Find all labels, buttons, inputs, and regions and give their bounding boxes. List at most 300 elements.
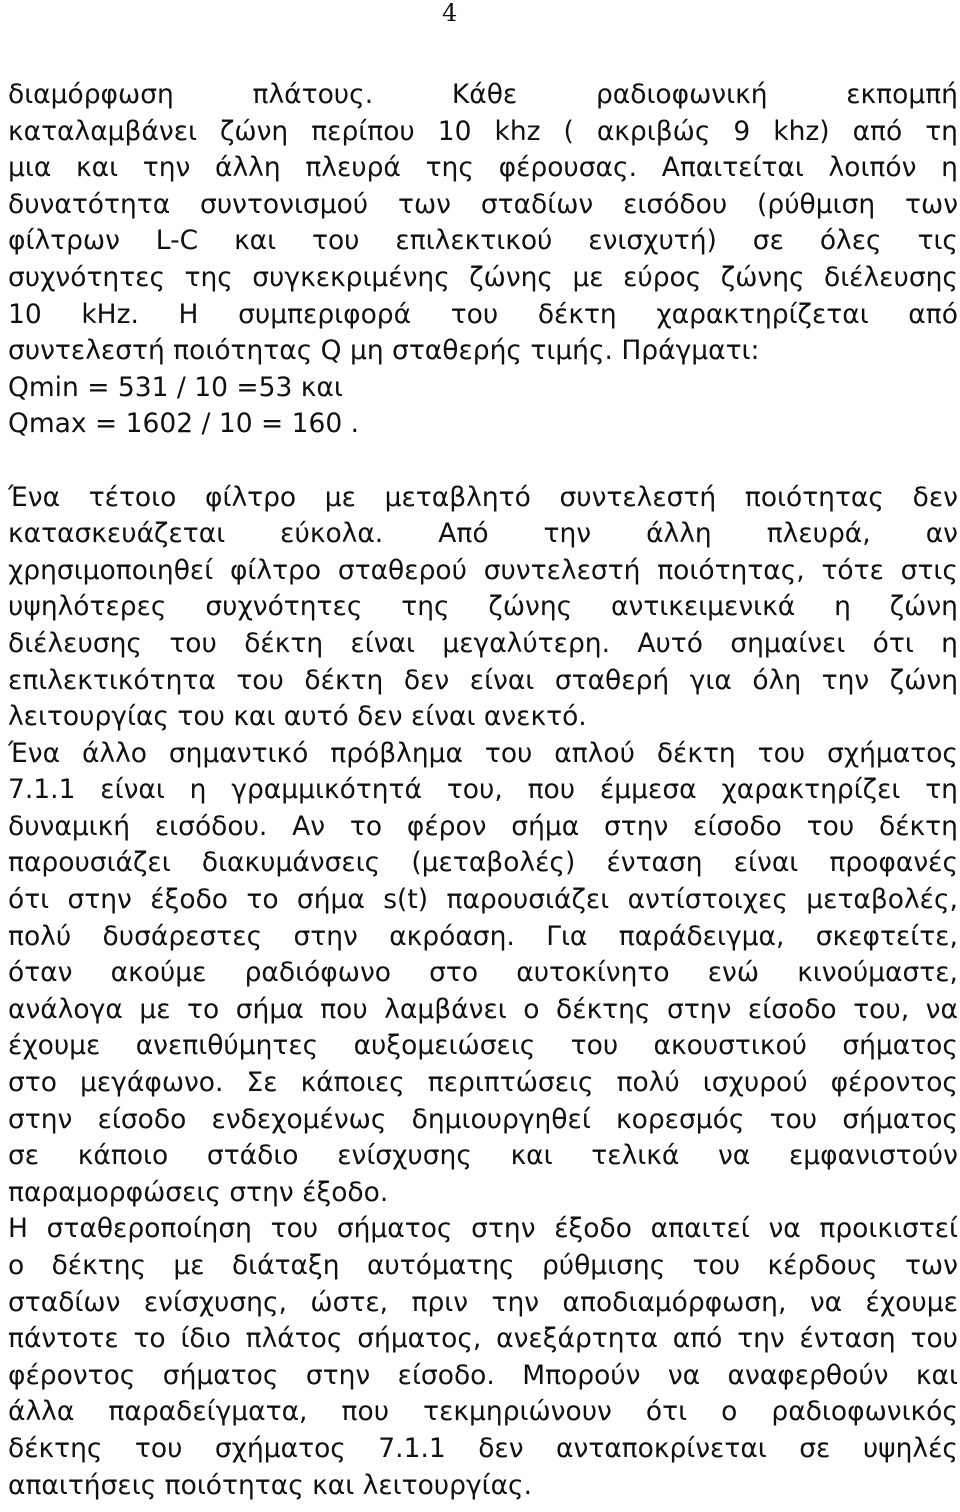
- word: μεταβλητό: [384, 481, 531, 513]
- word: ένταση: [606, 847, 703, 879]
- word: του,: [446, 774, 503, 806]
- text-line: [8, 480, 958, 517]
- word: ανεξάρτητα: [496, 1323, 658, 1355]
- word: πλευρά: [305, 152, 401, 184]
- word: δεν: [478, 1432, 524, 1464]
- word: χαρακτηρίζεται: [656, 298, 869, 330]
- word: που: [320, 993, 368, 1025]
- word: του: [769, 1103, 818, 1135]
- word: φέρουσας.: [498, 152, 638, 184]
- word: δέκτη: [656, 737, 736, 769]
- text-line: [8, 955, 958, 992]
- word: του: [312, 225, 360, 257]
- word: τη: [925, 774, 958, 806]
- word: δεν: [403, 664, 450, 696]
- word: ανεπιθύμητες: [135, 1030, 319, 1062]
- word: συχνότητες: [205, 591, 363, 623]
- word: (ρύθμιση: [757, 188, 876, 220]
- word: ότι: [8, 884, 50, 916]
- word: με: [572, 261, 604, 293]
- word: ώστε,: [310, 1286, 389, 1318]
- word: διάταξη: [231, 1250, 340, 1281]
- word: το: [349, 810, 383, 842]
- word: ζώνη: [219, 115, 289, 147]
- word: και: [510, 1140, 553, 1172]
- text-line: [8, 187, 958, 224]
- word: η: [834, 591, 851, 623]
- word: του,: [853, 993, 910, 1025]
- word: ανάλογα: [8, 993, 123, 1025]
- word: ακριβώς: [596, 115, 711, 147]
- word: είσοδο: [747, 993, 837, 1025]
- word: ισχυρού: [702, 1067, 808, 1099]
- word: την: [491, 1286, 540, 1318]
- text-line: [8, 1431, 958, 1468]
- word: αναφερθούν: [727, 1359, 889, 1391]
- word: διέλευσης: [8, 627, 142, 659]
- word: ραδιοφωνικός: [771, 1396, 958, 1428]
- word: ζώνης: [720, 261, 805, 293]
- word: αποδιαμόρφωση,: [562, 1286, 787, 1318]
- word: σημαίνει: [730, 627, 846, 659]
- word: να: [809, 1286, 843, 1318]
- text-line: [8, 260, 958, 297]
- word: με: [173, 1250, 205, 1281]
- word: δημιουργηθεί: [411, 1103, 591, 1135]
- word: και: [234, 225, 277, 257]
- word: την: [821, 664, 870, 696]
- word: χαρακτηρίζει: [721, 774, 901, 806]
- word: πλάτος: [245, 1323, 343, 1355]
- word: την: [737, 1323, 785, 1355]
- word: Ένα: [8, 737, 61, 769]
- word: σε: [799, 1432, 831, 1464]
- word: πολύ: [8, 920, 72, 952]
- word: του: [692, 1250, 741, 1281]
- word: εύρος: [623, 261, 702, 293]
- word: μεγαλύτερη.: [442, 627, 610, 659]
- word: διαμόρφωση: [8, 79, 174, 110]
- word: συχνότητες: [8, 261, 166, 293]
- word: να: [768, 1213, 801, 1245]
- word: έχουμε: [865, 1286, 958, 1318]
- word: του: [236, 664, 284, 696]
- word: στο: [8, 1067, 57, 1099]
- text-line: Qmax = 1602 / 10 = 160 .: [8, 408, 360, 440]
- word: Αν: [292, 810, 326, 842]
- word: σταθεροποίηση: [46, 1213, 252, 1245]
- word: είσοδο.: [397, 1359, 495, 1391]
- text-line: [8, 736, 958, 773]
- word: ραδιόφωνο: [244, 957, 391, 989]
- word: είναι: [469, 664, 535, 696]
- word: του: [169, 627, 217, 659]
- text-line: [8, 919, 958, 956]
- word: δέκτης: [8, 1432, 103, 1464]
- word: του: [270, 1213, 319, 1245]
- word: και: [75, 152, 119, 184]
- word: (μεταβολές): [411, 847, 576, 879]
- word: διέλευσης: [824, 261, 958, 293]
- word: ενισχυτή): [588, 225, 717, 257]
- word: σταδίων: [8, 1286, 121, 1318]
- word: στο: [429, 957, 479, 989]
- word: ρύθμισης: [541, 1250, 666, 1281]
- word: σήμα: [235, 993, 304, 1025]
- text-line: απαιτήσεις ποιότητας και λειτουργίας.: [8, 1469, 533, 1501]
- text-line: [8, 772, 958, 809]
- word: επιλεκτικού: [395, 225, 553, 257]
- word: σήματος: [842, 1103, 958, 1135]
- word: εύκολα.: [280, 518, 384, 550]
- text-line: [8, 845, 958, 882]
- word: περίπου: [311, 115, 415, 147]
- word: Από: [438, 518, 489, 550]
- word: για: [689, 664, 732, 696]
- word: του: [806, 810, 855, 842]
- word: Κάθε: [451, 79, 518, 110]
- word: khz: [494, 115, 541, 147]
- text-line: [8, 553, 958, 590]
- word: της: [184, 261, 233, 293]
- text-line: [8, 882, 958, 919]
- word: σκεφτείτε,: [815, 920, 958, 952]
- word: των: [398, 188, 451, 220]
- word: τη: [925, 115, 958, 147]
- word: σήματος: [336, 1213, 453, 1245]
- word: Σε: [246, 1067, 278, 1099]
- word: ενίσχυσης: [337, 1140, 472, 1172]
- word: ακούμε: [110, 957, 207, 989]
- word: άλλα: [8, 1396, 75, 1428]
- word: το: [187, 993, 220, 1025]
- word: των: [905, 188, 958, 220]
- word: ποιότητας,: [657, 554, 805, 586]
- word: έμμεσα: [599, 774, 697, 806]
- word: ζώνης: [488, 591, 573, 623]
- word: ενώ: [707, 957, 760, 989]
- paragraph-gap: [8, 443, 958, 480]
- text-line: [8, 77, 958, 114]
- word: στην: [471, 1213, 536, 1245]
- text-line: λειτουργίας του και αυτό δεν είναι ανεκτό.: [8, 701, 587, 733]
- text-line: [8, 589, 958, 626]
- word: τέτοιο: [88, 481, 177, 513]
- text-line: [8, 1285, 958, 1322]
- word: ποιότητας: [744, 481, 884, 513]
- word: εμφανιστούν: [788, 1140, 958, 1172]
- word: δυνατότητα: [8, 188, 171, 220]
- word: συγκεκριμένης: [252, 261, 450, 293]
- text-line: [8, 1211, 958, 1248]
- word: στην: [305, 1359, 371, 1391]
- word: δυναμική: [8, 810, 131, 842]
- word: (: [563, 115, 574, 147]
- word: πλευρά,: [766, 518, 871, 550]
- word: από: [852, 115, 903, 147]
- word: τότε: [821, 554, 884, 586]
- word: είναι: [350, 627, 415, 659]
- word: κορεσμός: [616, 1103, 745, 1135]
- word: υψηλές: [862, 1432, 958, 1464]
- word: σταδίων: [480, 188, 594, 220]
- word: πριν: [411, 1286, 469, 1318]
- word: ο: [721, 1396, 738, 1428]
- word: όταν: [8, 957, 73, 989]
- word: ενδεχομένως: [211, 1103, 387, 1135]
- word: Η: [8, 1213, 28, 1245]
- word: ακρόαση.: [389, 920, 515, 952]
- word: που: [341, 1396, 390, 1428]
- text-line: παραμορφώσεις στην έξοδο.: [8, 1176, 389, 1208]
- word: πλάτους.: [252, 79, 374, 110]
- word: του: [484, 737, 533, 769]
- word: των: [904, 1250, 958, 1281]
- word: στις: [900, 554, 958, 586]
- word: μεγάφωνο.: [80, 1067, 224, 1099]
- word: του: [570, 1030, 619, 1062]
- word: λοιπόν: [828, 152, 917, 184]
- word: ο: [523, 993, 540, 1025]
- word: ζώνη: [889, 591, 958, 623]
- word: ότι: [872, 627, 914, 659]
- text-line: συντελεστή ποιότητας Q μη σταθερής τιμής. Πράγματι:: [8, 335, 760, 367]
- word: δέκτη: [304, 664, 384, 696]
- word: άλλο: [81, 737, 147, 769]
- word: όλες: [819, 225, 882, 257]
- word: αν: [925, 518, 958, 550]
- word: Ένα: [8, 481, 61, 513]
- word: συντονισμού: [200, 188, 369, 220]
- word: παράδειγμα,: [618, 920, 785, 952]
- text-line: [8, 1358, 958, 1395]
- word: 10: [437, 115, 472, 147]
- word: ίδιο: [180, 1323, 231, 1355]
- word: σχήματος: [827, 737, 958, 769]
- word: στην: [667, 993, 732, 1025]
- word: αντικειμενικά: [611, 591, 796, 623]
- word: έξοδο: [554, 1213, 632, 1245]
- word: δέκτης: [556, 993, 651, 1025]
- word: να: [667, 1359, 701, 1391]
- word: του: [757, 737, 806, 769]
- word: το: [133, 1323, 166, 1355]
- word: ανταποκρίνεται: [555, 1432, 767, 1464]
- word: 10: [8, 298, 42, 330]
- word: παρουσιάζει: [8, 847, 171, 879]
- text-line: [8, 663, 958, 700]
- word: προικιστεί: [819, 1213, 958, 1245]
- word: φέροντος: [830, 1067, 958, 1099]
- word: η: [189, 774, 207, 806]
- text-line: [8, 626, 958, 663]
- word: αυτοκίνητο: [516, 957, 670, 989]
- word: εισόδου.: [154, 810, 268, 842]
- word: κινούμαστε,: [797, 957, 958, 989]
- word: την: [142, 152, 191, 184]
- word: Απαιτείται: [661, 152, 804, 184]
- word: ότι: [645, 1396, 688, 1428]
- word: πολύ: [616, 1067, 680, 1099]
- word: είναι: [100, 774, 165, 806]
- word: του: [134, 1432, 183, 1464]
- word: από: [908, 298, 958, 330]
- word: όλη: [752, 664, 802, 696]
- word: αυξομειώσεις: [353, 1030, 536, 1062]
- word: με: [324, 481, 356, 513]
- document-body: [8, 77, 958, 1504]
- word: πάντοτε: [8, 1323, 119, 1355]
- word: δέκτης: [51, 1250, 147, 1281]
- word: δέκτη: [244, 627, 324, 659]
- text-line: [8, 1394, 958, 1431]
- word: έξοδο: [150, 884, 228, 916]
- word: φίλτρο: [205, 481, 297, 513]
- word: πρόβλημα: [330, 737, 463, 769]
- word: σήμα: [296, 884, 365, 916]
- word: κέρδους: [767, 1250, 878, 1281]
- word: σήματος,: [357, 1323, 482, 1355]
- text-line: [8, 516, 958, 553]
- text-line: [8, 223, 958, 260]
- word: Η: [178, 298, 199, 330]
- word: σχήματος: [214, 1432, 346, 1464]
- word: της: [425, 152, 474, 184]
- word: συντελεστή: [559, 481, 717, 513]
- word: ακουστικού: [653, 1030, 807, 1062]
- text-line: [8, 1321, 958, 1358]
- word: του: [910, 1323, 958, 1355]
- word: κατασκευάζεται: [8, 518, 226, 550]
- word: 7.1.1: [8, 774, 76, 806]
- word: σταθερού: [337, 554, 467, 586]
- word: σήμα: [511, 810, 580, 842]
- text-line: [8, 992, 958, 1029]
- word: από: [672, 1323, 723, 1355]
- word: φίλτρο: [229, 554, 322, 586]
- word: 9: [733, 115, 751, 147]
- word: παρουσιάζει: [446, 884, 610, 916]
- word: kHz.: [81, 298, 139, 330]
- word: σε: [8, 1140, 40, 1172]
- text-line: Qmin = 531 / 10 =53 και: [8, 371, 343, 403]
- word: ζώνη: [889, 664, 958, 696]
- word: λαμβάνει: [384, 993, 507, 1025]
- word: απαιτεί: [650, 1213, 750, 1245]
- word: η: [941, 627, 958, 659]
- word: φίλτρων: [8, 225, 120, 257]
- word: με: [139, 993, 171, 1025]
- word: κάποιο: [77, 1140, 169, 1172]
- word: την: [543, 518, 592, 550]
- word: τελικά: [591, 1140, 680, 1172]
- word: φέροντος: [8, 1359, 136, 1391]
- word: s(t): [383, 884, 429, 916]
- word: επιλεκτικότητα: [8, 664, 216, 696]
- word: ο: [8, 1250, 25, 1281]
- word: απλού: [554, 737, 635, 769]
- word: κάποιες: [300, 1067, 405, 1099]
- word: στην: [293, 920, 358, 952]
- word: Αυτό: [637, 627, 703, 659]
- word: στάδιο: [206, 1140, 299, 1172]
- word: δεν: [912, 481, 958, 513]
- word: ένταση: [799, 1323, 896, 1355]
- word: είσοδο: [97, 1103, 187, 1135]
- word: εκπομπή: [846, 79, 958, 110]
- word: διακυμάνσεις: [201, 847, 381, 879]
- word: στην: [67, 884, 132, 916]
- word: στην: [604, 810, 669, 842]
- text-line: [8, 1248, 958, 1285]
- word: δέκτη: [537, 298, 617, 330]
- word: καταλαμβάνει: [8, 115, 197, 147]
- word: σήματος: [162, 1359, 279, 1391]
- word: ραδιοφωνική: [595, 79, 768, 110]
- page-number: 4: [442, 0, 458, 27]
- word: μια: [8, 152, 52, 184]
- word: συμπεριφορά: [238, 298, 412, 330]
- word: σταθερή: [554, 664, 670, 696]
- word: αντίστοιχες: [627, 884, 788, 916]
- text-line: [8, 1028, 958, 1065]
- word: σε: [752, 225, 784, 257]
- word: το: [246, 884, 279, 916]
- word: ζώνης: [469, 261, 553, 293]
- word: μεταβολές,: [806, 884, 958, 916]
- word: παραδείγματα,: [108, 1396, 308, 1428]
- word: συντελεστή: [483, 554, 641, 586]
- word: σήματος: [842, 1030, 958, 1062]
- word: εισόδου: [623, 188, 728, 220]
- word: τις: [917, 225, 958, 257]
- word: άλλη: [646, 518, 712, 550]
- text-line: [8, 114, 958, 151]
- word: του: [450, 298, 499, 330]
- word: σημαντικό: [168, 737, 309, 769]
- word: ενίσχυσης,: [143, 1286, 287, 1318]
- word: να: [717, 1140, 751, 1172]
- text-line: [8, 1065, 958, 1102]
- word: είσοδο: [693, 810, 782, 842]
- word: έχουμε: [8, 1030, 101, 1062]
- word: γραμμικότητά: [231, 774, 422, 806]
- word: και: [915, 1359, 958, 1391]
- word: είναι: [733, 847, 799, 879]
- word: τεκμηριώνουν: [423, 1396, 612, 1428]
- word: προφανές: [829, 847, 958, 879]
- text-line: [8, 1102, 958, 1139]
- word: 7.1.1: [378, 1432, 446, 1464]
- word: υψηλότερες: [8, 591, 167, 623]
- word: φέρον: [406, 810, 487, 842]
- word: δυσάρεστες: [102, 920, 263, 952]
- word: στην: [8, 1103, 73, 1135]
- word: Για: [546, 920, 588, 952]
- word: δέκτη: [879, 810, 958, 842]
- word: που: [527, 774, 576, 806]
- word: άλλη: [214, 152, 281, 184]
- word: L-C: [155, 225, 199, 257]
- text-line: [8, 297, 958, 334]
- word: περιπτώσεις: [427, 1067, 594, 1099]
- word: αυτόματης: [366, 1250, 515, 1281]
- text-line: [8, 809, 958, 846]
- word: χρησιμοποιηθεί: [8, 554, 214, 586]
- text-line: [8, 150, 958, 187]
- word: της: [401, 591, 450, 623]
- word: να: [925, 993, 958, 1025]
